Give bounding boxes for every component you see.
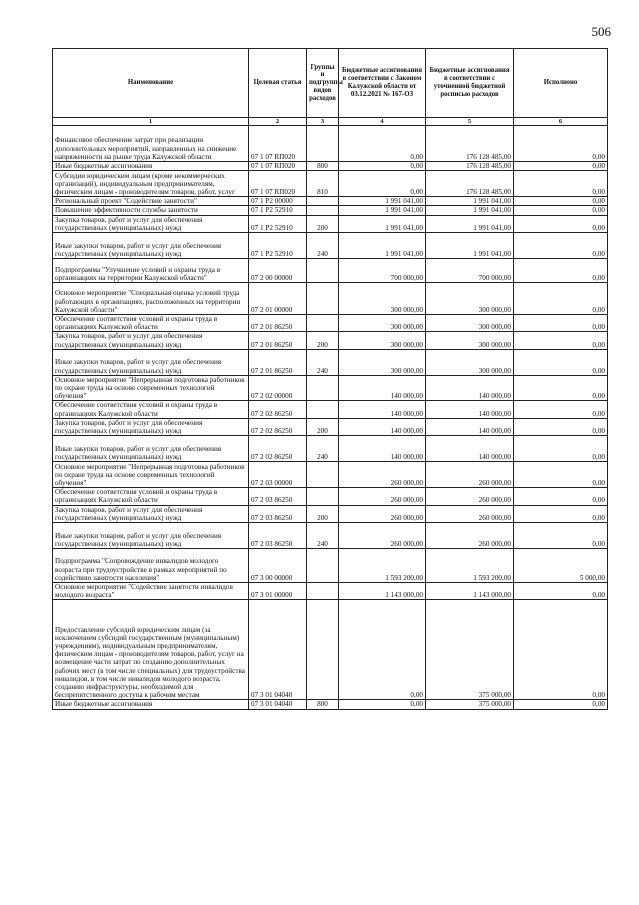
row-executed-cell: 0,00 [514,233,608,259]
table-row [53,332,608,349]
table-row [53,488,608,505]
row-target-article-cell: 07 2 02 86250 [249,418,307,435]
row-executed-cell: 0,00 [514,283,608,315]
row-executed-cell: 0,00 [514,700,608,709]
row-law-allocation-cell: 1 991 041,00 [339,206,426,215]
row-specified-allocation-cell: 140 000,00 [426,401,514,418]
row-executed-cell: 0,00 [514,523,608,549]
row-executed-cell: 0,00 [514,126,608,162]
table-row [53,197,608,206]
row-law-allocation-cell: 0,00 [339,162,426,171]
header-name: Наименование [53,49,249,118]
row-law-allocation-cell: 140 000,00 [339,436,426,462]
row-specified-allocation-cell: 300 000,00 [426,332,514,349]
table-row [53,315,608,332]
row-specified-allocation-cell: 260 000,00 [426,488,514,505]
page-number: 506 [591,24,611,39]
row-specified-allocation-cell: 300 000,00 [426,283,514,315]
table-row [53,600,608,700]
row-target-article-cell: 07 2 01 00000 [249,283,307,315]
header-expense-group: Группы и подгруппы видов расходов [307,49,339,118]
row-name-cell: Иные закупки товаров, работ и услуг для обеспечения государственных (муниципальных) нужд [53,523,249,549]
row-law-allocation-cell: 140 000,00 [339,401,426,418]
row-expense-group-cell [307,283,339,315]
row-expense-group-cell: 200 [307,418,339,435]
row-law-allocation-cell: 140 000,00 [339,418,426,435]
row-target-article-cell: 07 2 02 00000 [249,375,307,401]
column-number: 6 [514,118,608,126]
row-specified-allocation-cell: 300 000,00 [426,315,514,332]
row-specified-allocation-cell: 375 000,00 [426,700,514,709]
row-specified-allocation-cell: 700 000,00 [426,259,514,283]
row-law-allocation-cell: 260 000,00 [339,523,426,549]
row-law-allocation-cell: 260 000,00 [339,462,426,488]
row-executed-cell: 0,00 [514,206,608,215]
row-law-allocation-cell: 0,00 [339,600,426,700]
header-target-article: Целевая статья [249,49,307,118]
row-target-article-cell: 07 1 P2 52910 [249,233,307,259]
row-name-cell: Подпрограмма "Сопровождение инвалидов молодого возраста при трудоустройстве в рамках мероприятий по содействию занятости населения" [53,549,249,583]
row-expense-group-cell [307,583,339,600]
row-executed-cell: 0,00 [514,349,608,375]
row-law-allocation-cell: 1 991 041,00 [339,215,426,232]
row-name-cell: Предоставление субсидий юридическим лицам (за исключением субсидий государственным (муниципальным) учреждениям), индивидуальным предпринимателям, физическим лицам - производителям товаров, работ, услуг на возмещение части затрат по созданию дополнительных рабочих мест (в том числе специальных) для трудоустройства инвалидов, в том числе инвалидов молодого возраста, созданию инфраструктуры, необходимой для беспрепятственного доступа к рабочим местам [53,600,249,700]
row-specified-allocation-cell: 176 128 485,00 [426,126,514,162]
table-row [53,436,608,462]
row-target-article-cell: 07 1 07 RП020 [249,162,307,171]
row-law-allocation-cell: 0,00 [339,700,426,709]
row-executed-cell: 0,00 [514,332,608,349]
row-expense-group-cell: 800 [307,162,339,171]
row-target-article-cell: 07 2 03 86250 [249,523,307,549]
row-expense-group-cell [307,462,339,488]
row-expense-group-cell [307,488,339,505]
row-target-article-cell: 07 2 03 86250 [249,505,307,522]
row-executed-cell: 0,00 [514,215,608,232]
budget-table [52,48,608,710]
row-executed-cell: 0,00 [514,583,608,600]
row-name-cell: Обеспечение соответствия условий и охраны труда в организациях Калужской области [53,401,249,418]
table-row [53,283,608,315]
row-specified-allocation-cell: 176 128 485,00 [426,162,514,171]
row-executed-cell: 0,00 [514,401,608,418]
row-target-article-cell: 07 2 02 86250 [249,401,307,418]
row-name-cell: Основное мероприятие "Непрерывная подготовка работников по охране труда на основе современных технологий обучения" [53,462,249,488]
row-name-cell: Иные закупки товаров, работ и услуг для обеспечения государственных (муниципальных) нужд [53,436,249,462]
row-specified-allocation-cell: 176 128 485,00 [426,171,514,197]
row-expense-group-cell [307,197,339,206]
row-law-allocation-cell: 0,00 [339,171,426,197]
row-name-cell: Иные бюджетные ассигнования [53,700,249,709]
table-header-row [53,49,608,118]
row-specified-allocation-cell: 140 000,00 [426,418,514,435]
row-name-cell: Закупка товаров, работ и услуг для обеспечения государственных (муниципальных) нужд [53,418,249,435]
row-target-article-cell: 07 1 07 RП020 [249,126,307,162]
row-expense-group-cell [307,206,339,215]
row-specified-allocation-cell: 140 000,00 [426,375,514,401]
row-specified-allocation-cell: 1 143 000,00 [426,583,514,600]
table-row [53,505,608,522]
row-target-article-cell: 07 3 00 00000 [249,549,307,583]
row-name-cell: Финансовое обеспечение затрат при реализации дополнительных мероприятий, направленных на снижение напряженности на рынке труда Калужской области [53,126,249,162]
row-law-allocation-cell: 300 000,00 [339,332,426,349]
row-target-article-cell: 07 2 00 00000 [249,259,307,283]
table-row [53,700,608,709]
row-target-article-cell: 07 1 P2 52910 [249,215,307,232]
table-row [53,259,608,283]
row-expense-group-cell [307,259,339,283]
column-number: 2 [249,118,307,126]
row-executed-cell: 0,00 [514,197,608,206]
row-name-cell: Обеспечение соответствия условий и охраны труда в организациях Калужской области [53,315,249,332]
row-name-cell: Региональный проект "Содействие занятости" [53,197,249,206]
row-expense-group-cell: 240 [307,436,339,462]
row-expense-group-cell: 200 [307,505,339,522]
row-law-allocation-cell: 260 000,00 [339,505,426,522]
row-specified-allocation-cell: 260 000,00 [426,462,514,488]
row-executed-cell: 0,00 [514,315,608,332]
row-target-article-cell: 07 2 01 86250 [249,349,307,375]
row-target-article-cell: 07 2 03 86250 [249,488,307,505]
row-specified-allocation-cell: 140 000,00 [426,436,514,462]
row-executed-cell: 0,00 [514,259,608,283]
row-name-cell: Обеспечение соответствия условий и охраны труда в организациях Калужской области [53,488,249,505]
table-row [53,418,608,435]
row-executed-cell: 0,00 [514,505,608,522]
table-row [53,171,608,197]
row-law-allocation-cell: 300 000,00 [339,283,426,315]
row-name-cell: Основное мероприятие "Специальная оценка условий труда работающих в организациях, расположенных на территории Калужской области" [53,283,249,315]
row-expense-group-cell [307,600,339,700]
row-specified-allocation-cell: 260 000,00 [426,523,514,549]
row-target-article-cell: 07 1 P2 00000 [249,197,307,206]
row-specified-allocation-cell: 1 991 041,00 [426,233,514,259]
row-name-cell: Повышение эффективности службы занятости [53,206,249,215]
row-target-article-cell: 07 3 01 04040 [249,700,307,709]
row-specified-allocation-cell: 1 991 041,00 [426,197,514,206]
row-executed-cell: 0,00 [514,436,608,462]
row-name-cell: Субсидии юридическим лицам (кроме некоммерческих организаций), индивидуальным предпринимателям, физическим лицам - производителям товаров, работ, услуг [53,171,249,197]
row-executed-cell: 0,00 [514,418,608,435]
table-row [53,401,608,418]
table-row [53,162,608,171]
row-name-cell: Иные бюджетные ассигнования [53,162,249,171]
row-target-article-cell: 07 2 02 86250 [249,436,307,462]
row-expense-group-cell: 240 [307,233,339,259]
row-expense-group-cell: 810 [307,171,339,197]
table-row [53,523,608,549]
row-name-cell: Закупка товаров, работ и услуг для обеспечения государственных (муниципальных) нужд [53,505,249,522]
table-row [53,206,608,215]
row-executed-cell: 0,00 [514,162,608,171]
row-executed-cell: 0,00 [514,171,608,197]
row-law-allocation-cell: 300 000,00 [339,315,426,332]
row-name-cell: Закупка товаров, работ и услуг для обеспечения государственных (муниципальных) нужд [53,332,249,349]
row-expense-group-cell: 240 [307,523,339,549]
row-law-allocation-cell: 1 593 200,00 [339,549,426,583]
row-expense-group-cell [307,549,339,583]
row-law-allocation-cell: 1 991 041,00 [339,233,426,259]
row-target-article-cell: 07 2 03 00000 [249,462,307,488]
row-target-article-cell: 07 3 01 04040 [249,600,307,700]
row-name-cell: Основное мероприятие "Непрерывная подготовка работников по охране труда на основе современных технологий обучения" [53,375,249,401]
header-law-allocation: Бюджетные ассигнования в соответствии с Законом Калужской области от 03.12.2021 № 167-ОЗ [339,49,426,118]
table-row [53,583,608,600]
row-expense-group-cell [307,401,339,418]
table-row [53,375,608,401]
table-row [53,462,608,488]
row-target-article-cell: 07 2 01 86250 [249,332,307,349]
row-law-allocation-cell: 0,00 [339,126,426,162]
row-executed-cell: 0,00 [514,462,608,488]
table-row [53,349,608,375]
header-executed: Исполнено [514,49,608,118]
row-law-allocation-cell: 1 991 041,00 [339,197,426,206]
row-expense-group-cell: 240 [307,349,339,375]
row-law-allocation-cell: 700 000,00 [339,259,426,283]
row-executed-cell: 5 000,00 [514,549,608,583]
table-row [53,233,608,259]
row-specified-allocation-cell: 1 593 200,00 [426,549,514,583]
row-target-article-cell: 07 2 01 86250 [249,315,307,332]
column-number: 4 [339,118,426,126]
row-expense-group-cell: 800 [307,700,339,709]
table-body [53,126,608,710]
row-executed-cell: 0,00 [514,375,608,401]
row-expense-group-cell [307,126,339,162]
header-specified-allocation: Бюджетные ассигнования в соответствии с уточненной бюджетной росписью расходов [426,49,514,118]
row-expense-group-cell [307,375,339,401]
row-name-cell: Закупка товаров, работ и услуг для обеспечения государственных (муниципальных) нужд [53,215,249,232]
row-target-article-cell: 07 3 01 00000 [249,583,307,600]
row-name-cell: Подпрограмма "Улучшение условий и охраны труда в организациях на территории Калужской области" [53,259,249,283]
row-target-article-cell: 07 1 07 RП020 [249,171,307,197]
row-expense-group-cell [307,315,339,332]
row-target-article-cell: 07 1 P2 52910 [249,206,307,215]
table-row [53,126,608,162]
row-specified-allocation-cell: 375 000,00 [426,600,514,700]
column-number: 5 [426,118,514,126]
row-executed-cell: 0,00 [514,488,608,505]
row-law-allocation-cell: 1 143 000,00 [339,583,426,600]
row-expense-group-cell: 200 [307,332,339,349]
row-law-allocation-cell: 260 000,00 [339,488,426,505]
row-name-cell: Основное мероприятие "Содействие занятости инвалидов молодого возраста" [53,583,249,600]
row-law-allocation-cell: 300 000,00 [339,349,426,375]
row-specified-allocation-cell: 260 000,00 [426,505,514,522]
row-expense-group-cell: 200 [307,215,339,232]
column-number-row [53,118,608,126]
table-row [53,215,608,232]
row-specified-allocation-cell: 1 991 041,00 [426,215,514,232]
row-name-cell: Иные закупки товаров, работ и услуг для обеспечения государственных (муниципальных) нужд [53,349,249,375]
row-specified-allocation-cell: 1 991 041,00 [426,206,514,215]
row-law-allocation-cell: 140 000,00 [339,375,426,401]
row-specified-allocation-cell: 300 000,00 [426,349,514,375]
column-number: 1 [53,118,249,126]
column-number: 3 [307,118,339,126]
table-row [53,549,608,583]
row-executed-cell: 0,00 [514,600,608,700]
row-name-cell: Иные закупки товаров, работ и услуг для обеспечения государственных (муниципальных) нужд [53,233,249,259]
